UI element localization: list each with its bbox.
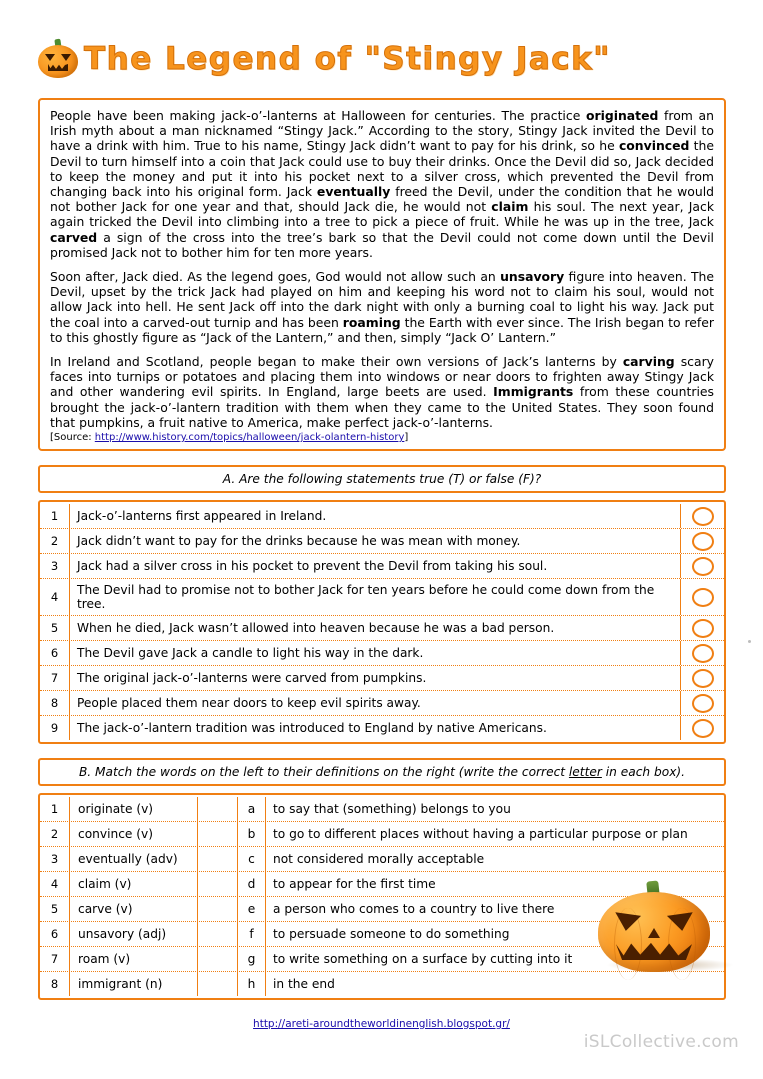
vocabulary-word: eventually (adv) (70, 847, 198, 871)
exercise-b-heading-underlined: letter (568, 765, 602, 780)
definition-text: to go to different places without having a particular purpose or plan (273, 827, 688, 842)
definition-text: in the end (273, 977, 335, 992)
vocabulary-word: claim (v) (70, 872, 198, 896)
answer-cell[interactable] (680, 666, 724, 690)
answer-cell[interactable] (680, 504, 724, 528)
answer-box[interactable] (198, 822, 238, 846)
definition-letter: h (238, 972, 266, 996)
statement-text: The jack-o’-lantern tradition was introduced to England by native Americans. (77, 721, 547, 736)
answer-cell[interactable] (680, 529, 724, 553)
exercise-a-section (38, 465, 726, 744)
statement-text: Jack didn’t want to pay for the drinks because he was mean with money. (77, 534, 521, 549)
answer-box[interactable] (198, 922, 238, 946)
table-row (40, 691, 724, 716)
vocabulary-word: immigrant (n) (70, 972, 198, 996)
table-row (40, 641, 724, 666)
answer-box[interactable] (198, 972, 238, 996)
answer-oval[interactable] (692, 507, 714, 526)
exercise-b-heading-part2: in each box). (601, 765, 686, 780)
keyword-bold: roaming (342, 314, 401, 330)
answer-cell[interactable] (680, 716, 724, 740)
answer-cell[interactable] (680, 691, 724, 715)
definition-text: to appear for the first time (273, 877, 436, 892)
table-row (40, 872, 724, 897)
answer-oval[interactable] (692, 694, 714, 713)
definition-letter: c (238, 847, 266, 871)
answer-cell[interactable] (680, 616, 724, 640)
answer-cell[interactable] (680, 641, 724, 665)
vocabulary-word: originate (v) (70, 797, 198, 821)
reading-passage-box (38, 98, 726, 451)
definition-letter: e (238, 897, 266, 921)
row-number: 2 (40, 529, 70, 553)
text-run: the Earth with ever since. The Irish began to refer to this ghostly figure as “Jack of the Lantern,” and then, simply “Jack O’ Lantern.” (50, 314, 714, 345)
keyword-bold: carved (50, 229, 98, 245)
answer-oval[interactable] (692, 532, 714, 551)
row-number: 1 (40, 504, 70, 528)
keyword-bold: eventually (316, 184, 391, 200)
pumpkin-eye-left (45, 54, 55, 61)
row-number: 4 (40, 872, 70, 896)
answer-oval[interactable] (692, 588, 714, 607)
answer-oval[interactable] (692, 669, 714, 688)
definition-text: to persuade someone to do something (273, 927, 510, 942)
table-row (40, 716, 724, 740)
table-row (40, 554, 724, 579)
answer-oval[interactable] (692, 557, 714, 576)
text-run: from these countries brought the jack-o’-lantern tradition with them when they came to the United States. They soon found that pumpkins, a fruit native to America, make perfect jack-o’-lanterns. (50, 384, 714, 430)
text-run: People have been making jack-o’-lanterns at Halloween for centuries. The practice (50, 108, 586, 123)
statement-text: People placed them near doors to keep evil spirits away. (77, 696, 421, 711)
definition-letter: b (238, 822, 266, 846)
statement-text: Jack-o’-lanterns first appeared in Ireland. (77, 509, 327, 524)
source-suffix: ] (404, 432, 409, 444)
statement-text: Jack had a silver cross in his pocket to prevent the Devil from taking his soul. (77, 559, 548, 574)
text-run: scary faces into turnips or potatoes and placing them into windows or near doors to frighten away Stingy Jack and other wandering evil spirits. In England, large beets are used. (50, 354, 714, 400)
definition-text: to write something on a surface by cutting into it (273, 952, 573, 967)
row-number: 8 (40, 691, 70, 715)
keyword-bold: claim (491, 199, 529, 215)
exercise-b-heading (38, 758, 726, 786)
statement-text: When he died, Jack wasn’t allowed into heaven because he was a bad person. (77, 621, 555, 636)
keyword-bold: convinced (618, 138, 690, 154)
paragraph-3 (50, 354, 714, 430)
pumpkin-icon (38, 39, 78, 79)
vocabulary-word: unsavory (adj) (70, 922, 198, 946)
answer-box[interactable] (198, 797, 238, 821)
vocabulary-word: convince (v) (70, 822, 198, 846)
keyword-bold: originated (586, 108, 659, 123)
keyword-bold: Immigrants (493, 384, 574, 400)
answer-box[interactable] (198, 947, 238, 971)
table-row (40, 529, 724, 554)
keyword-bold: carving (622, 354, 675, 370)
definition-text: a person who comes to a country to live there (273, 902, 555, 917)
row-number: 1 (40, 797, 70, 821)
answer-box[interactable] (198, 897, 238, 921)
table-row (40, 897, 724, 922)
text-run: In Ireland and Scotland, people began to make their own versions of Jack’s lanterns by (50, 354, 623, 370)
row-number: 5 (40, 897, 70, 921)
table-row (40, 922, 724, 947)
table-row (40, 947, 724, 972)
source-prefix: [Source: (50, 432, 95, 444)
row-number: 6 (40, 922, 70, 946)
exercise-b-heading-part1: B. Match the words on the left to their definitions on the right (write the correct (78, 765, 569, 780)
text-run: the Devil to turn himself into a coin that Jack could use to buy their drinks. Once the Devil did so, Jack decided to keep the money and put it into his pocket next to a silver cross, which prevented the Devil from changing back into his original form. Jack (50, 138, 714, 200)
row-number: 9 (40, 716, 70, 740)
table-row (40, 504, 724, 529)
text-run: freed the Devil, under the condition that he would not bother Jack for one year and that, should Jack die, he would not (50, 184, 715, 215)
table-row (40, 797, 724, 822)
text-run: his soul. The next year, Jack again tricked the Devil into climbing into a tree to pick a piece of fruit. While he was up in the tree, Jack (50, 199, 714, 230)
page-title: The Legend of "Stingy Jack" (84, 41, 611, 77)
paragraph-2 (50, 269, 714, 345)
row-number: 8 (40, 972, 70, 996)
answer-oval[interactable] (692, 719, 714, 738)
row-number: 3 (40, 554, 70, 578)
pumpkin-body (38, 45, 78, 78)
definition-text: to say that (something) belongs to you (273, 802, 511, 817)
answer-cell[interactable] (680, 554, 724, 578)
answer-box[interactable] (198, 872, 238, 896)
footer-blog-link-wrap (0, 1018, 763, 1030)
table-row (40, 822, 724, 847)
table-row (40, 847, 724, 872)
title-row (0, 0, 763, 94)
table-row (40, 972, 724, 996)
text-run: Soon after, Jack died. As the legend goes, God would not allow such an (50, 269, 501, 285)
exercise-b-section (38, 758, 726, 1000)
text-run: figure into heaven. The Devil, upset by the trick Jack had played on him and keeping his word not to claim his soul, would not allow Jack into hell. He sent Jack off into the dark night with only a burning coal to light his way. Jack put the coal into a carved-out turnip and has been (50, 269, 714, 330)
footer-blog-link[interactable]: http://areti-aroundtheworldinenglish.blogspot.gr/ (253, 1018, 510, 1030)
exercise-a-table (38, 500, 726, 744)
row-number: 4 (40, 579, 70, 615)
answer-oval[interactable] (692, 619, 714, 638)
definition-letter: a (238, 797, 266, 821)
pumpkin-eye-right (61, 54, 71, 61)
table-row (40, 579, 724, 616)
table-row (40, 666, 724, 691)
definition-letter: f (238, 922, 266, 946)
answer-cell[interactable] (680, 579, 724, 615)
exercise-a-heading: A. Are the following statements true (T) or false (F)? (38, 465, 726, 493)
definition-letter: g (238, 947, 266, 971)
statement-text: The original jack-o’-lanterns were carved from pumpkins. (77, 671, 427, 686)
definition-text: not considered morally acceptable (273, 852, 485, 867)
text-run: a sign of the cross into the tree’s bark so that the Devil could not come down until the Devil promised Jack not to bother him for ten more years. (50, 229, 714, 260)
text-run: from an Irish myth about a man nicknamed “Stingy Jack.” According to the story, Stingy Jack invited the Devil to have a drink with him. True to his name, Stingy Jack didn’t want to pay for his drink, so he (50, 108, 714, 154)
source-line (50, 432, 714, 443)
table-row (40, 616, 724, 641)
answer-oval[interactable] (692, 644, 714, 663)
watermark: iSLCollective.com (583, 1032, 739, 1052)
definition-letter: d (238, 872, 266, 896)
row-number: 2 (40, 822, 70, 846)
row-number: 7 (40, 666, 70, 690)
keyword-bold: unsavory (500, 269, 565, 285)
row-number: 6 (40, 641, 70, 665)
statement-text: The Devil gave Jack a candle to light his way in the dark. (77, 646, 424, 661)
answer-box[interactable] (198, 847, 238, 871)
paragraph-1 (50, 108, 714, 260)
page-mark (748, 640, 751, 643)
vocabulary-word: carve (v) (70, 897, 198, 921)
row-number: 5 (40, 616, 70, 640)
source-link[interactable]: http://www.history.com/topics/halloween/jack-olantern-history (94, 432, 405, 444)
statement-text: The Devil had to promise not to bother Jack for ten years before he could come down from the tree. (77, 583, 655, 612)
row-number: 3 (40, 847, 70, 871)
exercise-b-table (38, 793, 726, 1000)
vocabulary-word: roam (v) (70, 947, 198, 971)
row-number: 7 (40, 947, 70, 971)
